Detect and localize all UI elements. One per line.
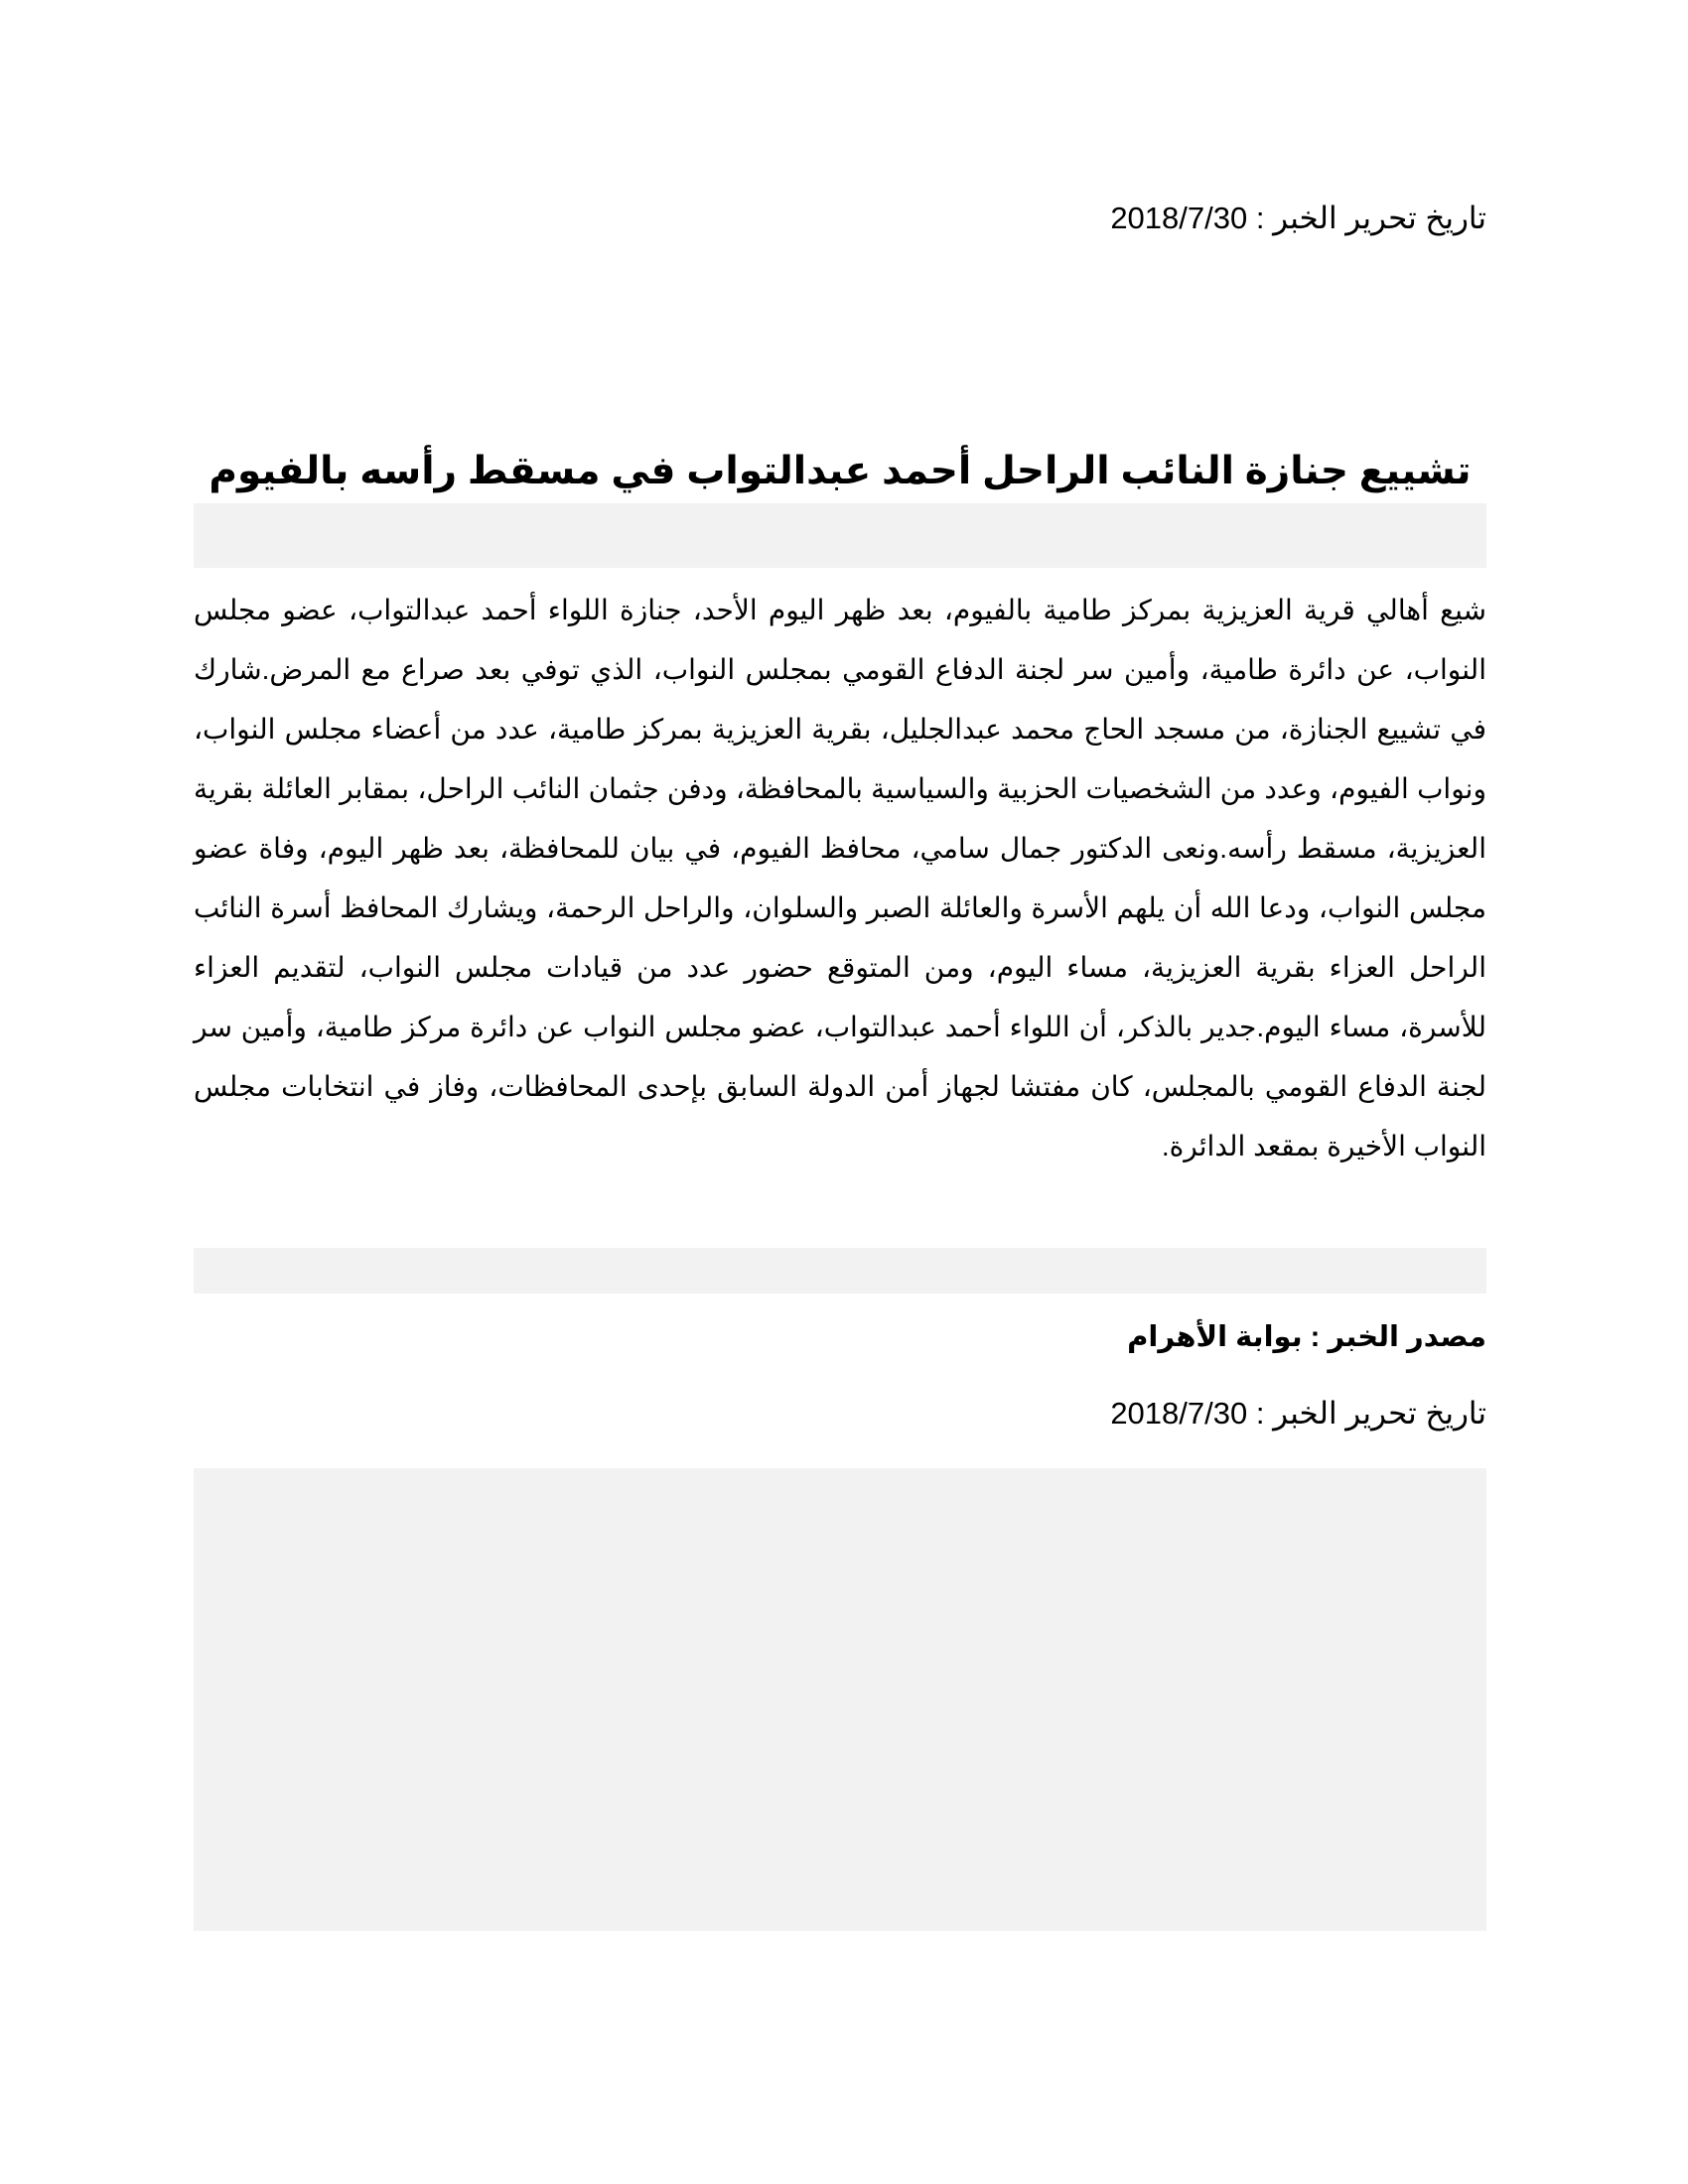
gray-band-top	[194, 503, 1486, 568]
article-title: تشييع جنازة النائب الراحل أحمد عبدالتواب في مسقط رأسه بالفيوم	[209, 450, 1472, 492]
top-date-label: تاريخ تحرير الخبر :	[1255, 201, 1486, 235]
bottom-date-value: 2018/7/30	[1110, 1396, 1248, 1431]
top-date-line	[194, 197, 1486, 240]
top-date-value: 2018/7/30	[1110, 201, 1248, 235]
article-body: شيع أهالي قرية العزيزية بمركز طامية بالفيوم، بعد ظهر اليوم الأحد، جنازة اللواء أحمد عبدالتواب، عضو مجلس النواب، عن دائرة طامية، وأمين سر لجنة الدفاع القومي بمجلس النواب، الذي توفي بعد صراع مع المرض.شارك في تشييع الجنازة، من مسجد الحاج محمد عبدالجليل، بقرية العزيزية بمركز طامية، عدد من أعضاء مجلس النواب، ونواب الفيوم، وعدد من الشخصيات الحزبية والسياسية بالمحافظة، ودفن جثمان النائب الراحل، بمقابر العائلة بقرية العزيزية، مسقط رأسه.ونعى الدكتور جمال سامي، محافظ الفيوم، في بيان للمحافظة، بعد ظهر اليوم، وفاة عضو مجلس النواب، ودعا الله أن يلهم الأسرة والعائلة الصبر والسلوان، والراحل الرحمة، ويشارك المحافظ أسرة النائب الراحل العزاء بقرية العزيزية، مساء اليوم، ومن المتوقع حضور عدد من قيادات مجلس النواب، لتقديم العزاء للأسرة، مساء اليوم.جدير بالذكر، أن اللواء أحمد عبدالتواب، عضو مجلس النواب عن دائرة مركز طامية، وأمين سر لجنة الدفاع القومي بالمجلس، كان مفتشا لجهاز أمن الدولة السابق بإحدى المحافظات، وفاز في انتخابات مجلس النواب الأخيرة بمقعد الدائرة.	[194, 595, 1486, 1161]
bottom-date-label: تاريخ تحرير الخبر :	[1255, 1396, 1486, 1431]
gray-band-bottom	[194, 1468, 1486, 1931]
news-source: مصدر الخبر : بوابة الأهرام	[1127, 1321, 1486, 1353]
gray-band-middle	[194, 1248, 1486, 1294]
bottom-date-line	[194, 1392, 1486, 1435]
